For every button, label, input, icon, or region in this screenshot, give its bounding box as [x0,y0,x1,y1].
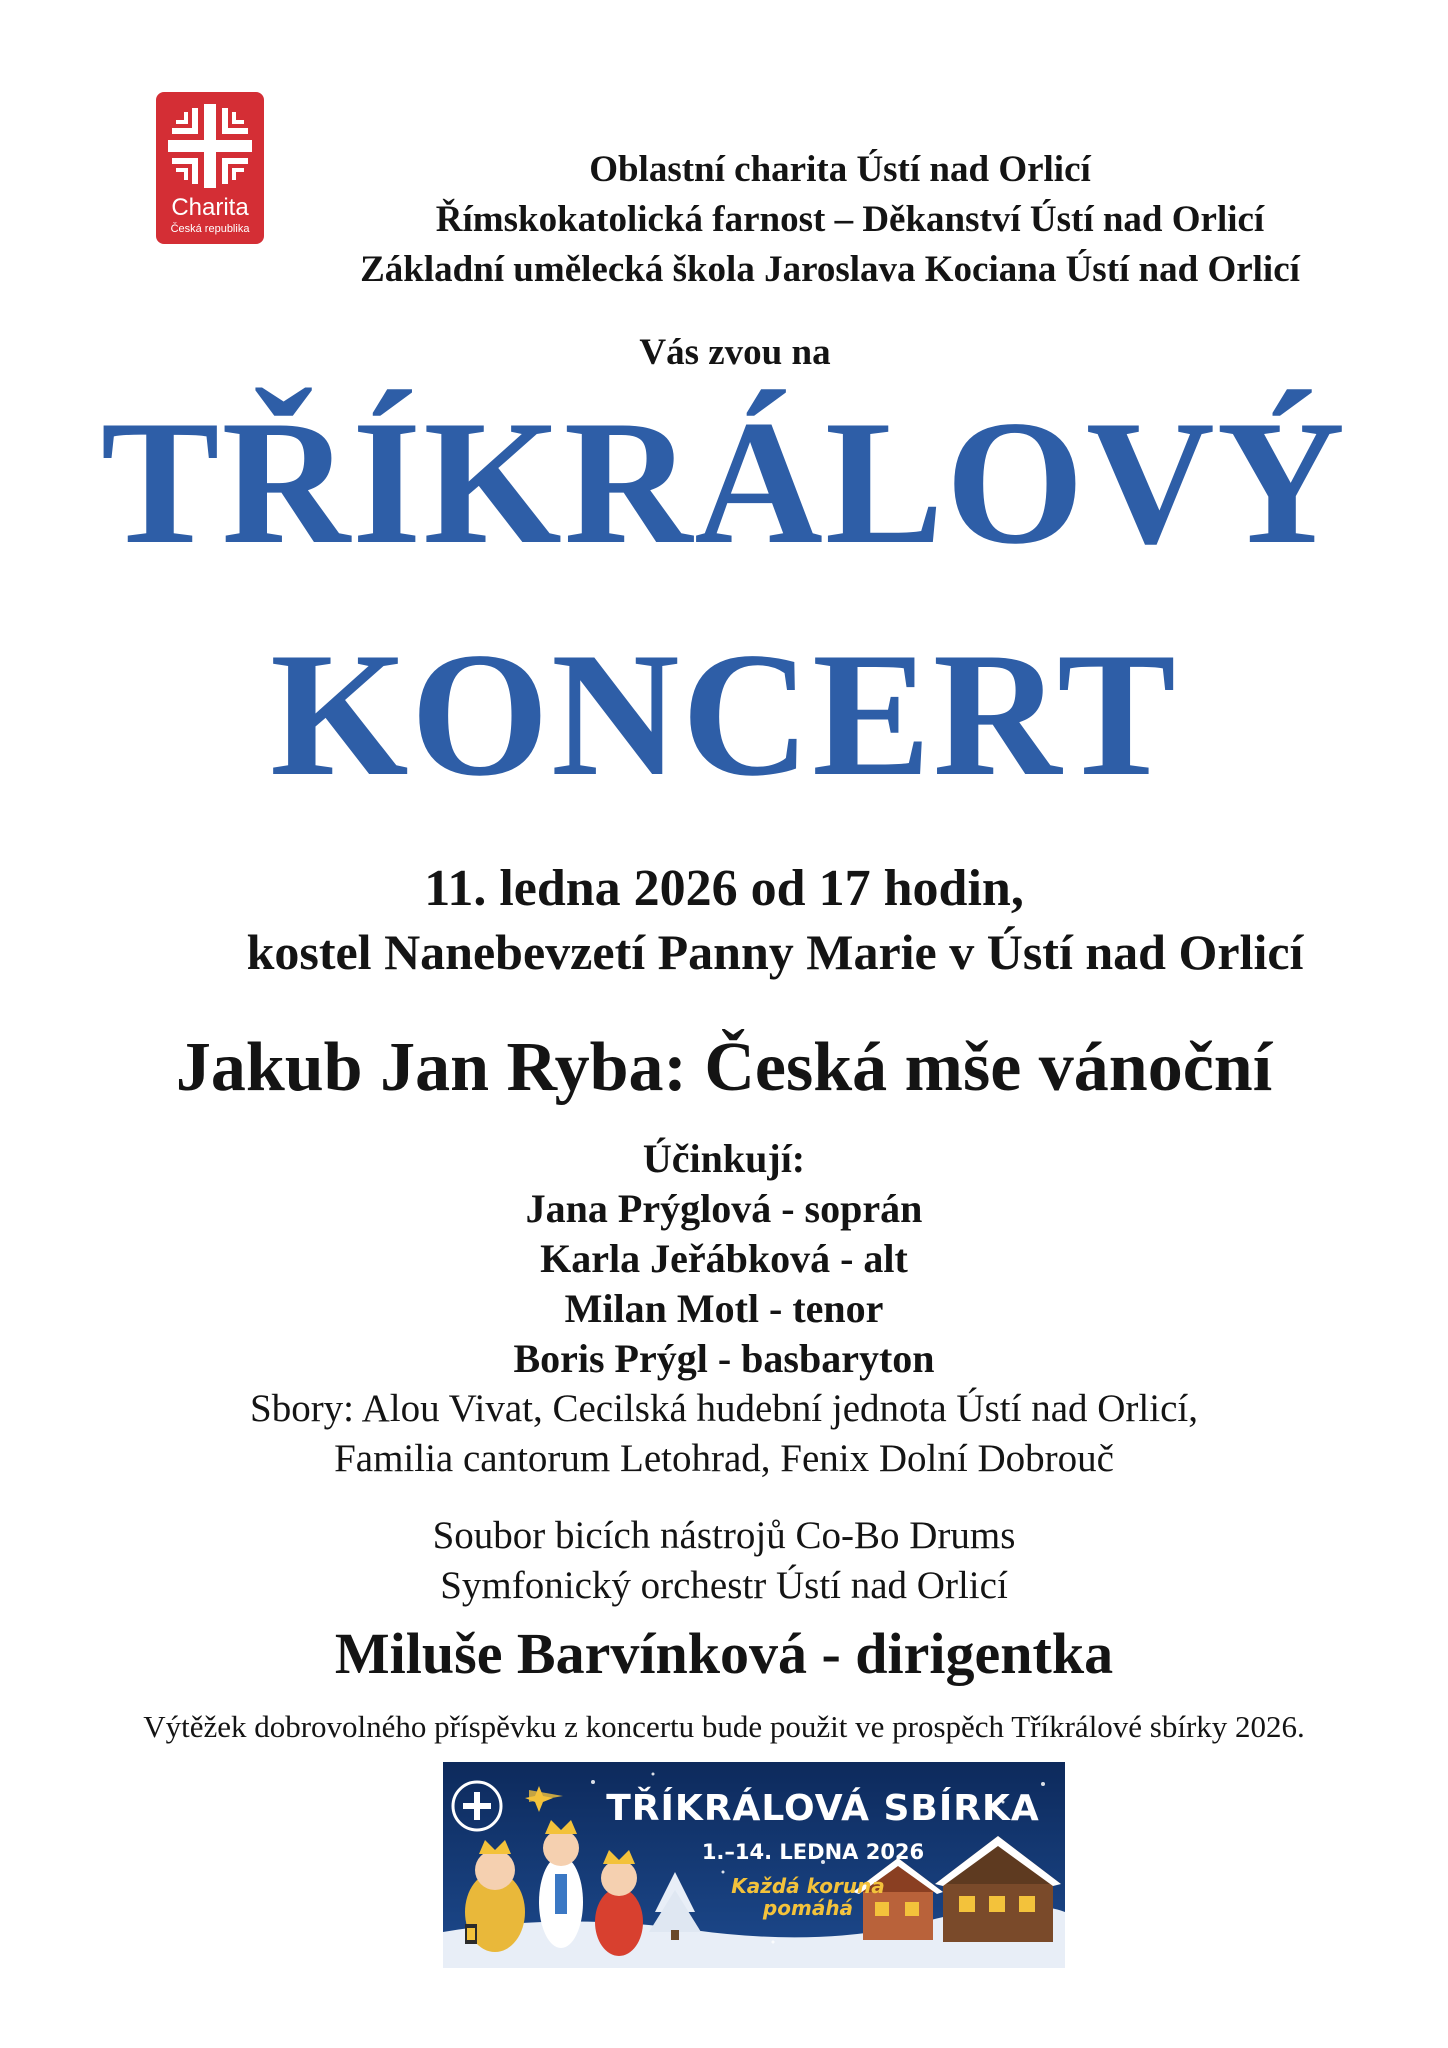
banner-title: TŘÍKRÁLOVÁ SBÍRKA [606,1788,1040,1829]
organizer-charita: Oblastní charita Ústí nad Orlicí [589,149,1091,190]
soloist-alto: Karla Jeřábková - alt [540,1236,908,1281]
charita-cross-icon [164,100,256,192]
logo-subtitle: Česká republika [170,223,250,235]
organizer-art-school: Základní umělecká škola Jaroslava Kociana Ústí nad Orlicí [360,249,1300,290]
choirs-line-2: Familia cantorum Letohrad, Fenix Dolní Dobrouč [334,1437,1114,1480]
soloist-bass-baritone: Boris Prýgl - basbaryton [513,1336,935,1381]
banner-slogan-line-2: pomáhá [762,1896,854,1920]
performers-heading: Účinkují: [642,1136,806,1181]
event-place: kostel Nanebevzetí Panny Marie v Ústí nad Orlicí [246,924,1304,980]
choirs-line-1: Sbory: Alou Vivat, Cecilská hudební jednota Ústí nad Orlicí, [250,1387,1198,1430]
work-title: Jakub Jan Ryba: Česká mše vánoční [175,1029,1273,1106]
conductor: Miluše Barvínková - dirigentka [334,1621,1114,1686]
banner-dates: 1.–14. LEDNA 2026 [701,1840,925,1864]
event-date: 11. ledna 2026 od 17 hodin, [424,860,1024,917]
invite-text: Vás zvou na [639,332,831,373]
donation-footnote: Výtěžek dobrovolného příspěvku z koncertu bude použit ve prospěch Tříkrálové sbírky 2026. [143,1709,1305,1744]
soloist-soprano: Jana Prýglová - soprán [525,1186,923,1231]
logo-name: Charita [171,194,249,221]
charita-logo [156,92,264,244]
soloist-tenor: Milan Motl - tenor [564,1286,884,1331]
percussion-ensemble: Soubor bicích nástrojů Co-Bo Drums [432,1514,1016,1557]
symphony-orchestra: Symfonický orchestr Ústí nad Orlicí [440,1564,1008,1607]
title-line-1: TŘÍKRÁLOVÝ [100,383,1348,581]
banner-slogan-line-1: Každá koruna [731,1874,885,1898]
title-line-2: KONCERT [270,615,1178,813]
organizer-parish: Římskokatolická farnost – Děkanství Ústí nad Orlicí [435,199,1265,240]
collection-banner [443,1762,1065,1968]
